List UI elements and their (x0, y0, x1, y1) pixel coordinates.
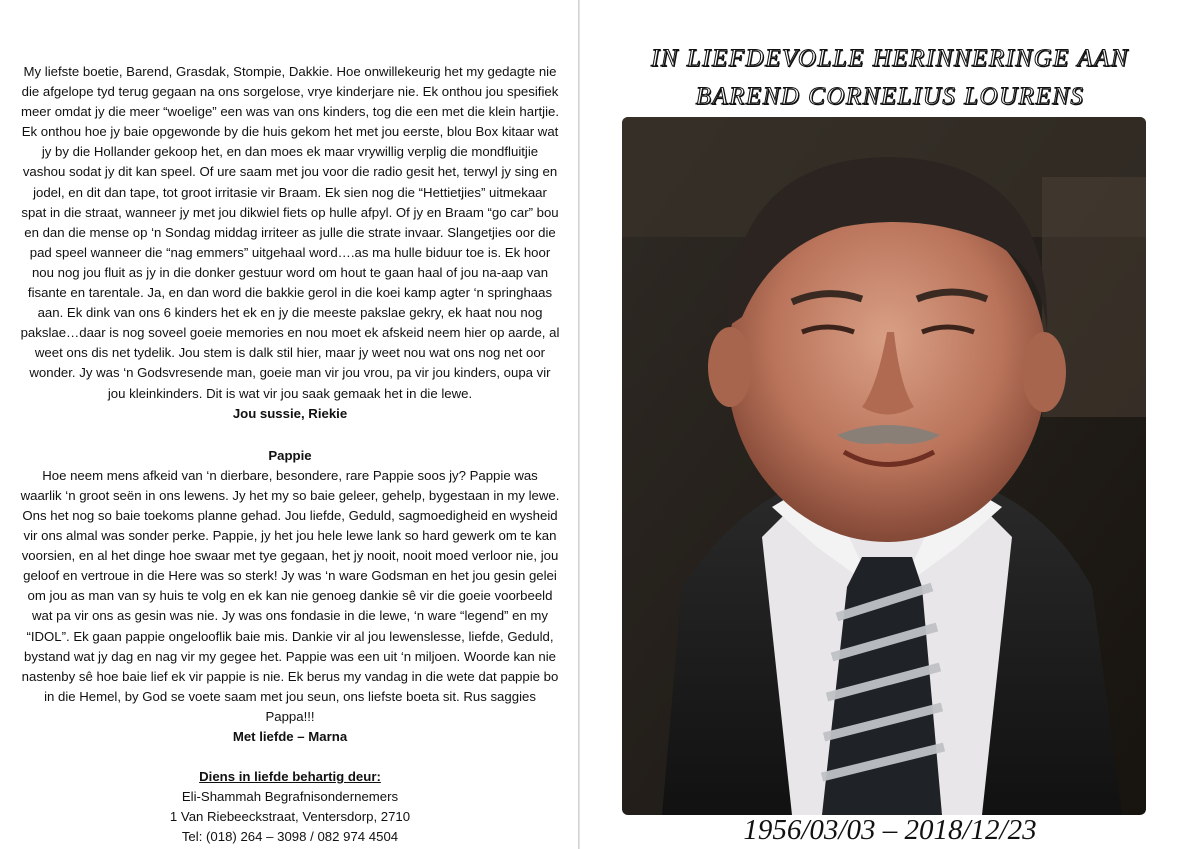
portrait-photo (622, 117, 1146, 815)
tributes-column (20, 62, 560, 847)
services-name: Eli-Shammah Begrafnisondernemers (181, 789, 399, 805)
deceased-name: BAREND CORNELIUS LOURENS (695, 83, 1085, 110)
signature-marna: Met liefde – Marna (232, 729, 348, 744)
life-dates: 1956/03/03 – 2018/12/23 (743, 814, 1037, 846)
services-phone: Tel: (018) 264 – 3098 / 082 974 4504 (181, 829, 399, 845)
tribute-riekie: My liefste boetie, Barend, Grasdak, Stompie, Dakkie. Hoe onwillekeurig het my gedagte nie die afgelope tyd terug gegaan na ons sorgelose, vrye kinderjare nie. Ek onthou jou spesifiek meer omdat jy die meer “woelige” een was van ons kinders, tog die een met die klein hartjie. Ek onthou hoe jy baie opgewonde by die huis gekom het met jou eerste, blou Box kitaar wat jy by die Hollander gekoop het, en dan moes ek maar vrywillig verplig die mondfluitjie vashou sodat jy dit kan speel. Of ure saam met jou voor die radio gesit het, terwyl jy sing en jodel, en dit dan tape, tot groot irritasie vir Braam. Ek sien nog die “Hettietjies” uitmekaar spat in die straat, wanneer jy met jou dikwiel fiets op hulle afpyl. Of jy en Braam “go car” bou en dan die mense op ‘n Sondag middag irriteer as julle die strate invaar. Slangetjies oor die pad speel wanneer die “nag emmers” uitgehaal word….as ma hulle biduur toe is. Ek hoor nou nog jou fluit as jy in die donker gestuur word om hout te gaan haal of jou na-aap van fisante en tarentale. Ja, en dan word die bakkie gerol in die koei kamp agter ‘n springhaas aan. Ek dink van ons 6 kinders het ek en jy die meeste pakslae gekry, ek haat nou nog pakslae…daar is nog soveel goeie memories en nou moet ek afskeid neem hier op aarde, al weet ons dis net tydelik. Jou stem is dalk stil hier, maar jy weet nou wat ons nog net oor wonder. Jy was ‘n Godsvresende man, goeie man vir jou vrou, pa vir jou kinders, oupa vir jou kleinkinders. Dit is wat vir jou saak gemaak het in die lewe. (20, 64, 560, 401)
page-fold-divider (578, 0, 580, 849)
memorial-title: IN LIEFDEVOLLE HERINNERINGE AAN (651, 45, 1129, 72)
portrait-illustration (622, 117, 1146, 815)
services-address: 1 Van Riebeeckstraat, Ventersdorp, 2710 (169, 809, 411, 825)
services-heading: Diens in liefde behartig deur: (199, 769, 381, 785)
signature-riekie: Jou sussie, Riekie (232, 405, 348, 421)
tribute-marna: Hoe neem mens afkeid van ‘n dierbare, besondere, rare Pappie soos jy? Pappie was waarlik ‘n groot seën in ons lewens. Jy het my so baie geleer, gehelp, bygestaan in my lewe. Ons het nog so baie toekoms planne gehad. Jou liefde, Geduld, sagmoedigheid en wysheid vir ons almal was sonder perke. Pappie, jy het jou hele lewe lank so hard gewerk om te kan voorsien, en al het dinge hoe swaar met tye gegaan, het jy nooit, nooit moed verloor nie, jou geloof en vertroue in die Here was so sterk! Jy was ‘n ware Godsman en het jou gesin gelei om jou as man van sy huis te volg en ek kan nie genoeg dankie sê vir die goeie voorbeeld wat pa vir ons as gesin was nie. Jy was ons fondasie in die lewe, ‘n ware “legend” en my “IDOL”. Ek gaan pappie ongelooflik baie mis. Dankie vir al jou lewenslesse, liefde, Geduld, bystand wat jy dag en nag vir my gegee het. Pappie was een uit ‘n miljoen. Woorde kan nie nastenby sê hoe baie lief ek vir pappie is nie. Ek berus my vandag in die wete dat pappie bo in die Hemel, by God se voete saam met jou seun, ons liefste boeta sit. Rus saggies Pappa!!! (20, 467, 560, 724)
tribute-heading-pappie: Pappie (268, 447, 312, 463)
